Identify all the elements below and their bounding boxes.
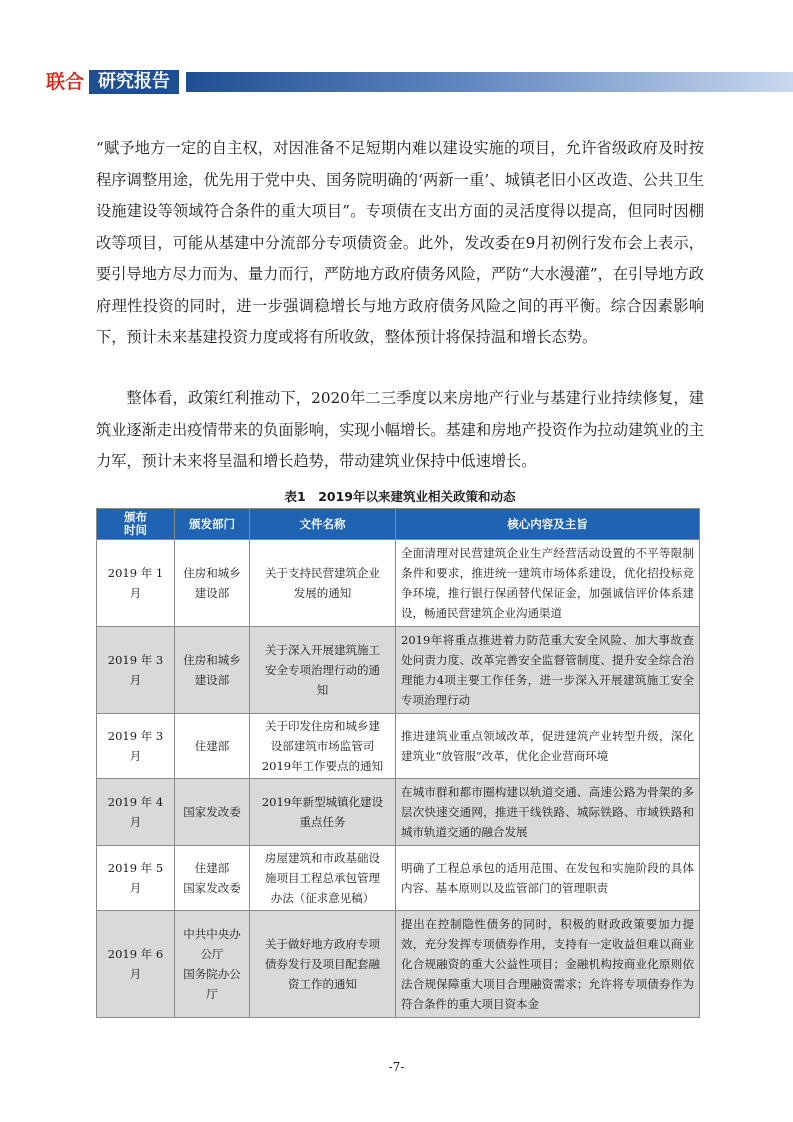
cell-department: 中共中央办 公厅 国务院办公 厅	[175, 911, 250, 1018]
cell-document: 关于支持民营建筑企业 发展的通知	[250, 540, 396, 627]
cell-department: 国家发改委	[175, 779, 250, 846]
cell-date: 2019 年 3 月	[97, 627, 175, 714]
cell-department: 住建部 国家发改委	[175, 846, 250, 911]
cell-document: 关于印发住房和城乡建 设部建筑市场监管司 2019年工作要点的通知	[250, 714, 396, 779]
cell-date: 2019 年 3 月	[97, 714, 175, 779]
cell-department: 住建部	[175, 714, 250, 779]
cell-content: 提出在控制隐性债务的同时，积极的财政政策要加力提效，充分发挥专项债券作用，支持有一定收益但难以商业化合规融资的重大公益性项目；金融机构按商业化原则依法合规保障重大项目合理融资需求；允许将专项债券作为符合条件的重大项目资本金	[396, 911, 700, 1018]
table-row	[97, 779, 700, 846]
table-header-row	[97, 509, 700, 540]
brand-label: 研究报告	[89, 70, 179, 94]
cell-content: 推进建筑业重点领域改革，促进建筑产业转型升级，深化建筑业“放管服”改革，优化企业营商环境	[396, 714, 700, 779]
header-document: 文件名称	[250, 509, 396, 540]
header-gradient-bar	[186, 72, 793, 92]
cell-date: 2019 年 6 月	[97, 911, 175, 1018]
table-caption: 表1 2019年以来建筑业相关政策和动态	[284, 489, 516, 504]
cell-content: 2019年将重点推进着力防范重大安全风险、加大事故查处问责力度、改革完善安全监督管制度、提升安全综合治理能力4项主要工作任务，进一步深入开展建筑施工安全专项治理行动	[396, 627, 700, 714]
paragraph-2: 整体看，政策红利推动下，2020年二三季度以来房地产行业与基建行业持续修复，建筑业逐渐走出疫情带来的负面影响，实现小幅增长。基建和房地产投资作为拉动建筑业的主力军，预计未来将呈温和增长趋势，带动建筑业保持中低速增长。	[96, 389, 704, 470]
report-header	[0, 70, 793, 94]
cell-date: 2019 年 4 月	[97, 779, 175, 846]
paragraph-1: “赋予地方一定的自主权，对因准备不足短期内难以建设实施的项目，允许省级政府及时按程序调整用途，优先用于党中央、国务院明确的‘两新一重’、城镇老旧小区改造、公共卫生设施建设等领域符合条件的重大项目”。专项债在支出方面的灵活度得以提高，但同时因棚改等项目，可能从基建中分流部分专项债资金。此外，发改委在9月初例行发布会上表示，要引导地方尽力而为、量力而行，严防地方政府债务风险，严防“大水漫灌”，在引导地方政府理性投资的同时，进一步强调稳增长与地方政府债务风险之间的再平衡。综合因素影响下，预计未来基建投资力度或将有所收敛，整体预计将保持温和增长态势。	[96, 139, 704, 346]
table-row	[97, 540, 700, 627]
table-row	[97, 846, 700, 911]
cell-content: 全面清理对民营建筑企业生产经营活动设置的不平等限制条件和要求，推进统一建筑市场体系建设，优化招投标竞争环境，推行银行保函替代保证金，加强诚信评价体系建设，畅通民营建筑企业沟通渠道	[396, 540, 700, 627]
cell-document: 2019年新型城镇化建设 重点任务	[250, 779, 396, 846]
header-content: 核心内容及主旨	[396, 509, 700, 540]
cell-department: 住房和城乡 建设部	[175, 540, 250, 627]
cell-content: 在城市群和都市圈构建以轨道交通、高速公路为骨架的多层次快速交通网，推进干线铁路、城际铁路、市域铁路和城市轨道交通的融合发展	[396, 779, 700, 846]
page-number: -7-	[388, 1060, 405, 1074]
table-row	[97, 627, 700, 714]
header-date: 颁布 时间	[97, 509, 175, 540]
policy-table	[96, 508, 700, 1018]
cell-document: 房屋建筑和市政基础设 施项目工程总承包管理 办法（征求意见稿）	[250, 846, 396, 911]
table-row	[97, 714, 700, 779]
brand-name: 联合	[46, 71, 85, 93]
cell-document: 关于深入开展建筑施工 安全专项治理行动的通 知	[250, 627, 396, 714]
header-department: 颁发部门	[175, 509, 250, 540]
cell-department: 住房和城乡 建设部	[175, 627, 250, 714]
cell-date: 2019 年 1 月	[97, 540, 175, 627]
cell-content: 明确了工程总承包的适用范围、在发包和实施阶段的具体内容、基本原则以及监管部门的管理职责	[396, 846, 700, 911]
cell-document: 关于做好地方政府专项 债券发行及项目配套融 资工作的通知	[250, 911, 396, 1018]
table-row	[97, 911, 700, 1018]
cell-date: 2019 年 5 月	[97, 846, 175, 911]
